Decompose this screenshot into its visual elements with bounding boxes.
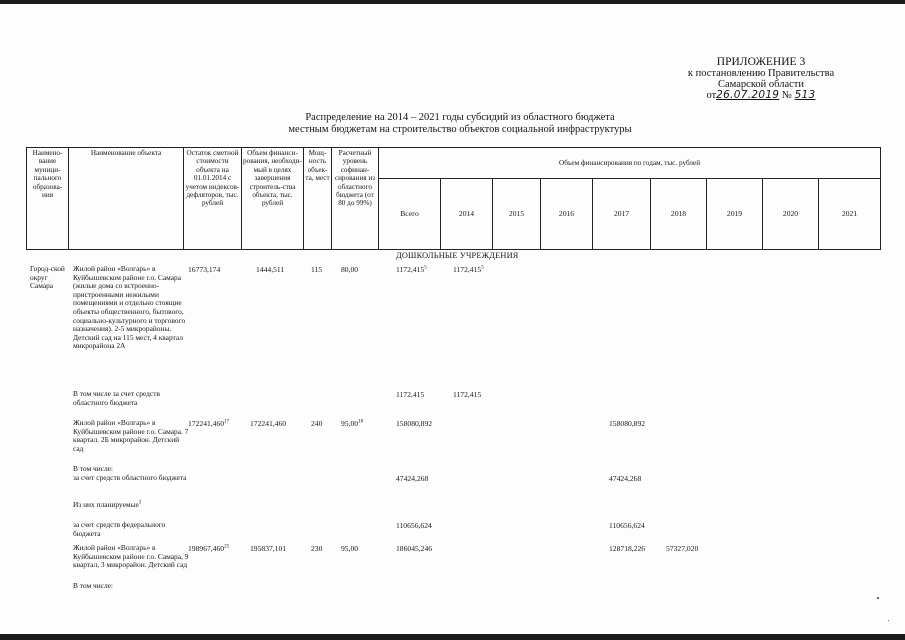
capacity-r2: 240 bbox=[311, 419, 323, 428]
level-r1: 80,00 bbox=[341, 265, 359, 274]
document-title-line-1: Распределение на 2014 – 2021 годы субсидий из областного бюджета bbox=[305, 112, 615, 123]
total-r1-footnote: 5 bbox=[424, 265, 427, 271]
y2017-r3: 128718,226 bbox=[609, 544, 646, 553]
object-name-r1-regional: В том числе за счет средств областного бюджета bbox=[73, 389, 160, 407]
header-year-2017: 2017 bbox=[593, 179, 651, 250]
municipality-name: Город-ской округ Самара bbox=[30, 264, 65, 291]
remaining-r1: 16773,174 bbox=[188, 265, 221, 274]
scan-speck bbox=[888, 620, 889, 621]
header-year-2021: 2021 bbox=[819, 179, 881, 250]
header-object-name: Наименование объекта bbox=[69, 148, 184, 250]
level-r2-value: 95,00 bbox=[341, 419, 359, 428]
object-name-r1: Жилой район «Волгарь» в Куйбышевском районе г.о. Самара (жилые дома со встроенно-пристроенными нежилыми помещениями и отдельно стоящие объекты общественного, бытового, социально-культурного и торгового назначения). 2-5 микрорайоны. Детский сад на 115 мест, 4 квартал микрорайона 2А bbox=[73, 264, 186, 351]
r2-planned-label bbox=[73, 501, 193, 510]
capacity-r1: 115 bbox=[311, 265, 323, 274]
header-remaining-cost: Остаток сметной стоимости объекта на 01.01.2014 с учетом индексов-дефляторов, тыс. рублей bbox=[184, 148, 242, 250]
object-name-r3: Жилой район «Волгарь» в Куйбышевском районе г.о. Самара, 9 квартал, 3 микрорайон. Детский сад bbox=[73, 543, 189, 570]
header-capacity: Мощ-ность объек-та, мест bbox=[304, 148, 332, 250]
remaining-r2-footnote: 17 bbox=[224, 419, 230, 425]
appendix-title: ПРИЛОЖЕНИЕ 3 bbox=[716, 56, 806, 68]
number-value: 513 bbox=[794, 89, 816, 101]
header-year-2020: 2020 bbox=[763, 179, 819, 250]
header-funding-by-years: Объем финансирования по годам, тыс. рублей bbox=[379, 148, 881, 179]
y2017-r2-federal: 110656,624 bbox=[609, 521, 645, 530]
header-year-2014: 2014 bbox=[441, 179, 493, 250]
total-r2-federal: 110656,624 bbox=[396, 521, 432, 530]
document-title-line-2: местным бюджетам на строительство объектов социальной инфраструктуры bbox=[288, 124, 632, 135]
object-name-r2: Жилой район «Волгарь» в Куйбышевском районе г.о. Самара. 7 квартал. 2Б микрорайон. Детский сад bbox=[73, 418, 189, 453]
level-r3: 95,00 bbox=[341, 544, 359, 553]
appendix-line-1: к постановлению Правительства bbox=[687, 68, 835, 79]
header-year-2018: 2018 bbox=[651, 179, 707, 250]
level-r2-footnote: 18 bbox=[358, 419, 364, 425]
scan-speck bbox=[877, 597, 879, 599]
appendix-date-line bbox=[651, 90, 871, 101]
total-r1-regional: 1172,415 bbox=[396, 390, 425, 399]
object-name-r2-regional: за счет средств областного бюджета bbox=[73, 473, 187, 482]
y2017-r2: 158080,892 bbox=[609, 419, 646, 428]
scan-top-border bbox=[0, 0, 905, 4]
total-r1 bbox=[396, 265, 427, 274]
header-funding-needed: Объем финанси-рования, необходи-мый в целях завершения строитель-ства объекта, тыс. рублей bbox=[242, 148, 304, 250]
total-r3: 186045,246 bbox=[396, 544, 433, 553]
y2018-r3: 57327,020 bbox=[666, 544, 699, 553]
total-r1-value: 1172,415 bbox=[396, 265, 425, 274]
remaining-r2-value: 172241,460 bbox=[188, 419, 225, 428]
funding-r1: 1444,511 bbox=[256, 265, 285, 274]
y2017-r2-regional: 47424,268 bbox=[609, 474, 642, 483]
header-year-2019: 2019 bbox=[707, 179, 763, 250]
section-heading: ДОШКОЛЬНЫЕ УЧРЕЖДЕНИЯ bbox=[396, 251, 519, 260]
total-r2-regional: 47424,268 bbox=[396, 474, 429, 483]
r2-planned-text: Из них планируемые bbox=[73, 500, 139, 509]
scan-bottom-border bbox=[0, 634, 905, 640]
remaining-r3-value: 198967,460 bbox=[188, 544, 225, 553]
r3-including-label: В том числе: bbox=[73, 581, 113, 590]
document-title bbox=[240, 112, 680, 136]
r2-including-label: В том числе: bbox=[73, 464, 113, 473]
date-value: 26.07.2019 bbox=[716, 89, 780, 101]
subsidy-table-header bbox=[26, 147, 881, 250]
number-sign: № bbox=[781, 90, 792, 101]
y2014-r1-regional: 1172,415 bbox=[453, 390, 482, 399]
header-municipality: Наимено-вание муници-пального образова-ния bbox=[27, 148, 69, 250]
appendix-line-2: Самарской области bbox=[718, 79, 804, 90]
appendix-block bbox=[651, 57, 871, 101]
r2-planned-footnote: 3 bbox=[138, 500, 142, 506]
header-year-2015: 2015 bbox=[493, 179, 541, 250]
capacity-r3: 230 bbox=[311, 544, 323, 553]
header-cofinancing: Расчетный уровень софинан-сирования из областного бюджета (от 80 до 99%) bbox=[332, 148, 379, 250]
y2014-r1-value: 1172,415 bbox=[453, 265, 482, 274]
date-prefix: от bbox=[706, 90, 717, 101]
total-r2: 158080,892 bbox=[396, 419, 433, 428]
header-total: Всего bbox=[379, 179, 441, 250]
header-year-2016: 2016 bbox=[541, 179, 593, 250]
funding-r2: 172241,460 bbox=[250, 419, 287, 428]
funding-r3: 195837,101 bbox=[250, 544, 287, 553]
y2014-r1 bbox=[453, 265, 484, 274]
object-name-r2-federal: за счет средств федерального бюджета bbox=[73, 520, 166, 538]
y2014-r1-footnote: 5 bbox=[481, 265, 484, 271]
remaining-r3-footnote: 25 bbox=[224, 544, 230, 550]
